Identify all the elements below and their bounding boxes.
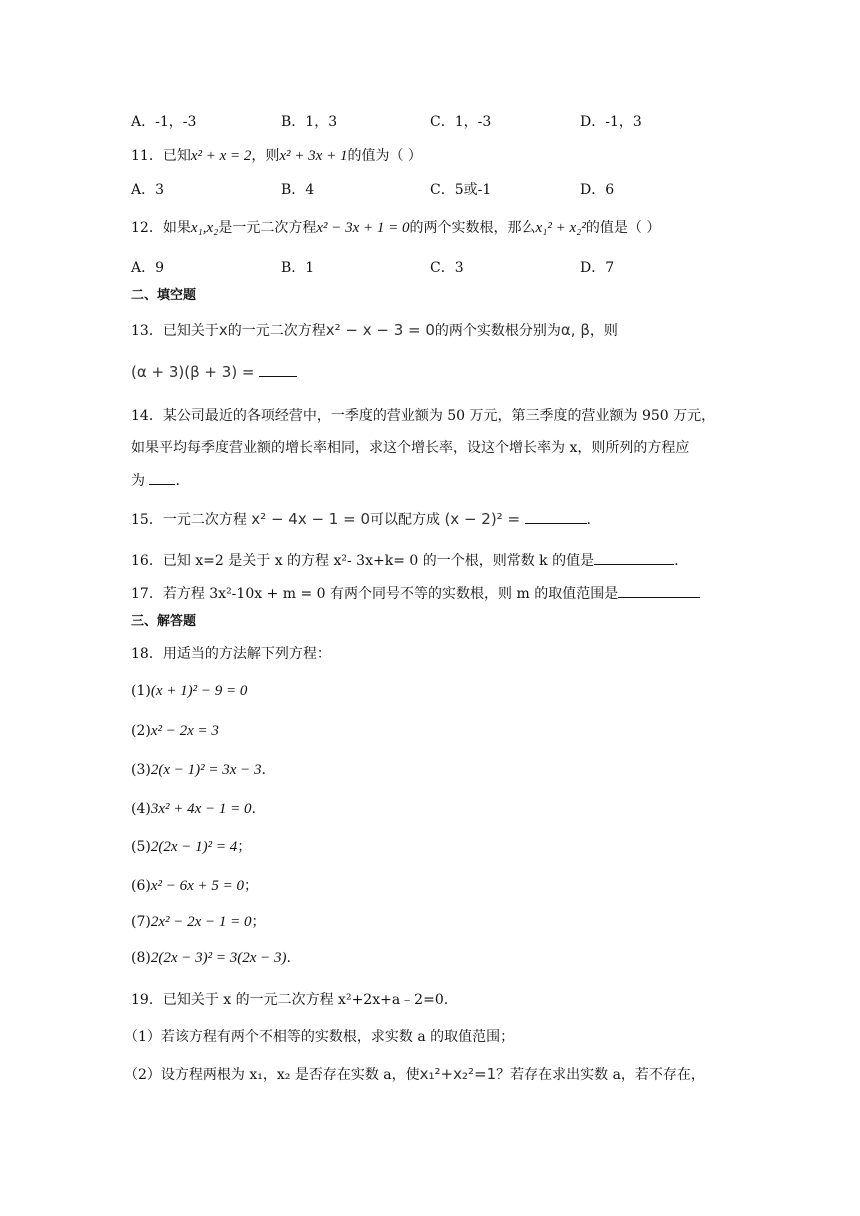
q18-item-equation: 2x² − 2x − 1 = 0 <box>150 914 252 930</box>
q11-expression: x² + 3x + 1 <box>279 148 348 164</box>
q14-period: . <box>175 473 180 489</box>
q14-text: 为 <box>131 473 145 489</box>
q12-variables: x₁,x₂ <box>190 220 219 236</box>
q18-item-6 <box>131 876 258 896</box>
q19-part-2-text: （2）设方程两根为 x₁，x₂ 是否存在实数 a，使 <box>124 1067 420 1083</box>
q16-period: . <box>674 553 679 569</box>
q12-text-end: 的值是（ ） <box>585 220 661 236</box>
q16-text: 16．已知 x=2 是关于 x 的方程 x²- 3x+k= 0 的一个根，则常数 k 的值是 <box>131 553 595 569</box>
q14-line-1: 14．某公司最近的各项经营中，一季度的营业额为 50 万元，第三季度的营业额为 950 万元， <box>131 408 716 424</box>
q13-number: 13．已知关于 <box>131 323 219 339</box>
q10-option-d: D．-1，3 <box>580 114 642 130</box>
q13-equation: x² − x − 3 = 0 <box>325 321 435 339</box>
q18-item-end: ； <box>244 878 259 894</box>
q18-item-end: . <box>261 762 266 778</box>
section-heading-fill-in: 二、填空题 <box>131 288 197 303</box>
q12-text: 是一元二次方程 <box>218 220 317 236</box>
q11-option-b: B．4 <box>281 182 315 198</box>
q18-item-5 <box>131 837 251 857</box>
q18-item-end: ； <box>251 914 266 930</box>
q11-text-end: 的值为（ ） <box>347 148 422 164</box>
q12-equation: x² − 3x + 1 = 0 <box>316 220 410 236</box>
q12-option-c: C．3 <box>430 260 464 276</box>
q13-roots: α, β <box>560 321 590 339</box>
q14-line-3 <box>131 470 180 491</box>
q19-part-2 <box>124 1064 705 1085</box>
q18-item-end: ； <box>237 839 252 855</box>
q13-text-2: 的两个实数根分别为 <box>434 323 561 339</box>
q18-item-equation: (x + 1)² − 9 = 0 <box>150 683 248 699</box>
q16-stem <box>131 550 679 571</box>
q15-expression: (x − 2)² = <box>444 510 521 528</box>
q16-answer-blank[interactable] <box>594 550 674 565</box>
q18-item-label: (8) <box>131 950 151 966</box>
q18-item-label: (2) <box>131 723 151 739</box>
q18-item-3 <box>131 760 266 780</box>
q10-option-a: A．-1，-3 <box>131 114 197 130</box>
q17-stem <box>131 583 700 604</box>
q11-option-d: D．6 <box>580 182 615 198</box>
q18-item-4 <box>131 799 256 819</box>
q11-stem <box>131 146 422 166</box>
q10-option-c: C．1，-3 <box>430 114 492 130</box>
q14-answer-blank[interactable] <box>149 470 175 485</box>
q12-number: 12．如果 <box>131 220 191 236</box>
q18-item-equation: 2(2x − 3)² = 3(2x − 3) <box>150 950 287 966</box>
q15-answer-blank[interactable] <box>525 509 587 524</box>
section-heading-solutions: 三、解答题 <box>131 614 197 629</box>
q19-line-1: 19．已知关于 x 的一元二次方程 x²+2x+a﹣2=0. <box>131 992 449 1008</box>
q13-expression: (α + 3)(β + 3) = <box>131 363 255 381</box>
q18-intro: 18．用适当的方法解下列方程： <box>131 646 331 662</box>
q18-item-equation: x² − 2x = 3 <box>150 723 219 739</box>
q12-option-b: B．1 <box>281 260 315 276</box>
q18-item-label: (5) <box>131 839 151 855</box>
q18-item-1 <box>131 681 247 701</box>
q18-item-label: (3) <box>131 762 151 778</box>
q18-item-2 <box>131 721 219 741</box>
q18-item-equation: 3x² + 4x − 1 = 0 <box>150 801 252 817</box>
q13-variable: x <box>218 321 228 339</box>
q18-item-label: (1) <box>131 683 151 699</box>
q15-equation: x² − 4x − 1 = 0 <box>251 510 370 528</box>
q18-item-8 <box>131 948 291 968</box>
q18-item-label: (6) <box>131 878 151 894</box>
q11-option-c: C．5或-1 <box>430 182 492 198</box>
q17-text: 17．若方程 3x²-10x + m = 0 有两个同号不等的实数根，则 m 的取值范围是 <box>131 586 619 602</box>
q11-number: 11．已知 <box>131 148 191 164</box>
q13-answer-blank[interactable] <box>259 362 297 377</box>
q11-equation: x² + x = 2 <box>190 148 252 164</box>
q15-number: 15．一元二次方程 <box>131 512 247 528</box>
q15-text: 可以配方成 <box>370 512 440 528</box>
q18-item-equation: 2(x − 1)² = 3x − 3 <box>150 762 262 778</box>
q19-part-1: （1）若该方程有两个不相等的实数根，求实数 a 的取值范围； <box>124 1029 515 1045</box>
q13-text: 的一元二次方程 <box>227 323 326 339</box>
q18-item-end: . <box>251 801 256 817</box>
q19-part-2-equation: x₁²+x₂²=1 <box>419 1065 497 1083</box>
q18-item-equation: 2(2x − 1)² = 4 <box>150 839 238 855</box>
q13-text-end: ，则 <box>589 323 618 339</box>
q18-item-label: (7) <box>131 914 151 930</box>
q18-item-end: . <box>286 950 291 966</box>
q19-part-2-text-end: ？若存在求出实数 a，若不存在， <box>496 1067 705 1083</box>
q15-stem <box>131 509 591 530</box>
q12-expression: x₁² + x₂² <box>535 220 586 236</box>
q12-option-a: A．9 <box>131 260 165 276</box>
q11-text: ，则 <box>251 148 280 164</box>
q12-text-2: 的两个实数根，那么 <box>409 220 536 236</box>
q15-period: . <box>586 512 591 528</box>
q14-line-2: 如果平均每季度营业额的增长率相同，求这个增长率，设这个增长率为 x，则所列的方程应 <box>131 440 690 456</box>
q18-item-equation: x² − 6x + 5 = 0 <box>150 878 245 894</box>
q10-option-b: B．1，3 <box>281 114 338 130</box>
q12-stem <box>131 218 660 238</box>
q18-item-7 <box>131 912 266 932</box>
q12-option-d: D．7 <box>580 260 615 276</box>
q13-expression-line <box>131 362 297 383</box>
q17-answer-blank[interactable] <box>618 583 700 598</box>
q11-option-a: A．3 <box>131 182 165 198</box>
q18-item-label: (4) <box>131 801 151 817</box>
q13-stem <box>131 320 618 341</box>
